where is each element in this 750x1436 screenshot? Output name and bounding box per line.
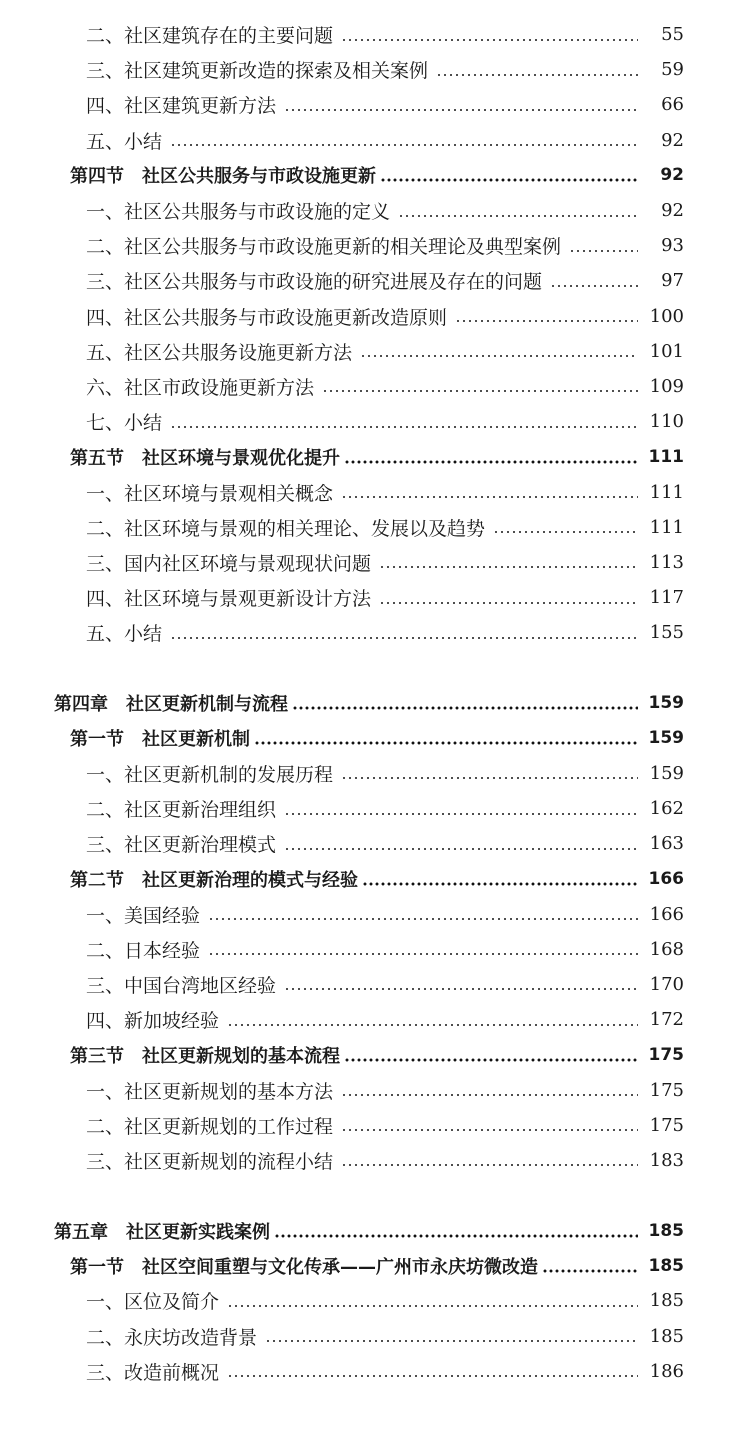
dot-leader [227,1374,638,1378]
entry-title: 一、社区更新规划的基本方法 [86,1080,334,1103]
dot-leader [170,636,638,640]
page-number: 172 [649,1009,684,1031]
subsection-entry[interactable] [0,826,750,861]
entry-title: 二、日本经验 [86,939,201,962]
subsection-entry[interactable] [0,193,750,228]
dot-leader [362,882,638,886]
entry-title: 二、社区环境与景观的相关理论、发展以及趋势 [86,517,486,540]
dot-leader [284,847,638,851]
subsection-entry[interactable] [0,967,750,1002]
entry-title: 第一节 社区更新机制 [70,729,250,751]
dot-leader [265,1339,638,1343]
subsection-entry[interactable] [0,615,750,650]
entry-title: 二、社区更新规划的工作过程 [86,1115,334,1138]
dot-leader [379,601,638,605]
subsection-entry[interactable] [0,17,750,52]
entry-title: 第四章 社区更新机制与流程 [54,693,288,715]
page-number: 185 [648,1220,684,1241]
subsection-entry[interactable] [0,87,750,122]
table-of-contents [0,17,750,1389]
page-number: 117 [649,587,684,609]
subsection-entry[interactable] [0,580,750,615]
page-number: 111 [649,481,684,503]
section-entry[interactable] [0,721,750,756]
dot-leader [360,354,638,358]
subsection-entry[interactable] [0,756,750,791]
subsection-entry[interactable] [0,123,750,158]
subsection-entry[interactable] [0,369,750,404]
entry-title: 第三节 社区更新规划的基本流程 [70,1045,340,1067]
page-number: 92 [661,200,684,222]
page-number: 100 [649,305,684,327]
entry-title: 二、社区公共服务与市政设施更新的相关理论及典型案例 [86,236,562,259]
page-number: 113 [649,551,684,573]
page-number: 186 [649,1360,684,1382]
subsection-entry[interactable] [0,334,750,369]
page-number: 175 [649,1114,684,1136]
dot-leader [569,249,638,253]
page-number: 168 [649,938,684,960]
entry-title: 一、社区公共服务与市政设施的定义 [86,201,391,224]
entry-title: 一、社区环境与景观相关概念 [86,482,334,505]
page-number: 101 [649,340,684,362]
dot-leader [344,460,638,464]
chapter-spacer [0,1178,750,1213]
dot-leader [344,1058,638,1062]
subsection-entry[interactable] [0,897,750,932]
subsection-entry[interactable] [0,545,750,580]
page-number: 111 [648,446,684,467]
page-number: 166 [649,903,684,925]
chapter-entry[interactable] [0,685,750,720]
dot-leader [341,1093,638,1097]
page-number: 97 [661,270,684,292]
dot-leader [493,530,638,534]
dot-leader [550,284,638,288]
chapter-spacer [0,650,750,685]
dot-leader [542,1269,638,1273]
dot-leader [398,214,638,218]
page-number: 55 [661,24,684,46]
dot-leader [380,178,638,182]
entry-title: 二、社区建筑存在的主要问题 [86,25,334,48]
dot-leader [208,952,638,956]
dot-leader [341,1128,638,1132]
dot-leader [284,812,638,816]
entry-title: 三、社区更新规划的流程小结 [86,1150,334,1173]
entry-title: 第四节 社区公共服务与市政设施更新 [70,166,376,188]
subsection-entry[interactable] [0,1319,750,1354]
entry-title: 二、永庆坊改造背景 [86,1326,258,1349]
entry-title: 四、社区环境与景观更新设计方法 [86,588,372,611]
section-entry[interactable] [0,439,750,474]
subsection-entry[interactable] [0,404,750,439]
page-number: 170 [649,973,684,995]
entry-title: 三、社区建筑更新改造的探索及相关案例 [86,60,429,83]
page-number: 110 [649,411,684,433]
dot-leader [436,73,638,77]
dot-leader [341,38,638,42]
dot-leader [341,1163,638,1167]
entry-title: 第五节 社区环境与景观优化提升 [70,447,340,469]
entry-title: 一、社区更新机制的发展历程 [86,763,334,786]
subsection-entry[interactable] [0,52,750,87]
section-entry[interactable] [0,158,750,193]
subsection-entry[interactable] [0,1354,750,1389]
page-number: 111 [649,516,684,538]
dot-leader [341,776,638,780]
page-number: 175 [648,1044,684,1065]
entry-title: 二、社区更新治理组织 [86,799,277,822]
dot-leader [227,1023,638,1027]
entry-title: 三、改造前概况 [86,1361,220,1384]
section-entry[interactable] [0,1248,750,1283]
page-number: 93 [661,235,684,257]
entry-title: 一、美国经验 [86,904,201,927]
page-number: 185 [648,1255,684,1276]
section-entry[interactable] [0,861,750,896]
entry-title: 四、新加坡经验 [86,1010,220,1033]
subsection-entry[interactable] [0,474,750,509]
dot-leader [254,741,638,745]
page-number: 175 [649,1079,684,1101]
page-number: 66 [661,94,684,116]
page-number: 166 [648,868,684,889]
dot-leader [227,1304,638,1308]
subsection-entry[interactable] [0,1072,750,1107]
dot-leader [322,389,638,393]
dot-leader [379,565,638,569]
entry-title: 四、社区建筑更新方法 [86,95,277,118]
page-number: 155 [649,622,684,644]
dot-leader [170,143,638,147]
page-number: 159 [648,692,684,713]
page-number: 59 [661,59,684,81]
entry-title: 六、社区市政设施更新方法 [86,376,315,399]
entry-title: 三、中国台湾地区经验 [86,974,277,997]
chapter-entry[interactable] [0,1213,750,1248]
subsection-entry[interactable] [0,1002,750,1037]
subsection-entry[interactable] [0,228,750,263]
dot-leader [292,706,638,710]
subsection-entry[interactable] [0,932,750,967]
entry-title: 三、国内社区环境与景观现状问题 [86,552,372,575]
entry-title: 第五章 社区更新实践案例 [54,1221,270,1243]
dot-leader [208,917,638,921]
entry-title: 四、社区公共服务与市政设施更新改造原则 [86,306,448,329]
subsection-entry[interactable] [0,1108,750,1143]
page-number: 185 [649,1325,684,1347]
page-number: 185 [649,1290,684,1312]
entry-title: 七、小结 [86,412,163,435]
entry-title: 三、社区公共服务与市政设施的研究进展及存在的问题 [86,271,543,294]
entry-title: 第一节 社区空间重塑与文化传承——广州市永庆坊微改造 [70,1256,538,1278]
entry-title: 三、社区更新治理模式 [86,834,277,857]
subsection-entry[interactable] [0,510,750,545]
subsection-entry[interactable] [0,263,750,298]
dot-leader [341,495,638,499]
entry-title: 一、区位及简介 [86,1291,220,1314]
entry-title: 五、小结 [86,623,163,646]
page-number: 159 [649,762,684,784]
dot-leader [274,1234,638,1238]
subsection-entry[interactable] [0,791,750,826]
page-number: 109 [649,375,684,397]
subsection-entry[interactable] [0,1283,750,1318]
page-number: 159 [648,728,684,749]
dot-leader [284,108,638,112]
page-number: 92 [660,165,684,186]
page-number: 92 [661,129,684,151]
entry-title: 五、小结 [86,130,163,153]
dot-leader [455,319,638,323]
subsection-entry[interactable] [0,1143,750,1178]
dot-leader [284,987,638,991]
subsection-entry[interactable] [0,299,750,334]
entry-title: 五、社区公共服务设施更新方法 [86,341,353,364]
section-entry[interactable] [0,1037,750,1072]
dot-leader [170,425,638,429]
page-number: 183 [649,1149,684,1171]
page-number: 162 [649,798,684,820]
entry-title: 第二节 社区更新治理的模式与经验 [70,869,358,891]
page-number: 163 [649,833,684,855]
